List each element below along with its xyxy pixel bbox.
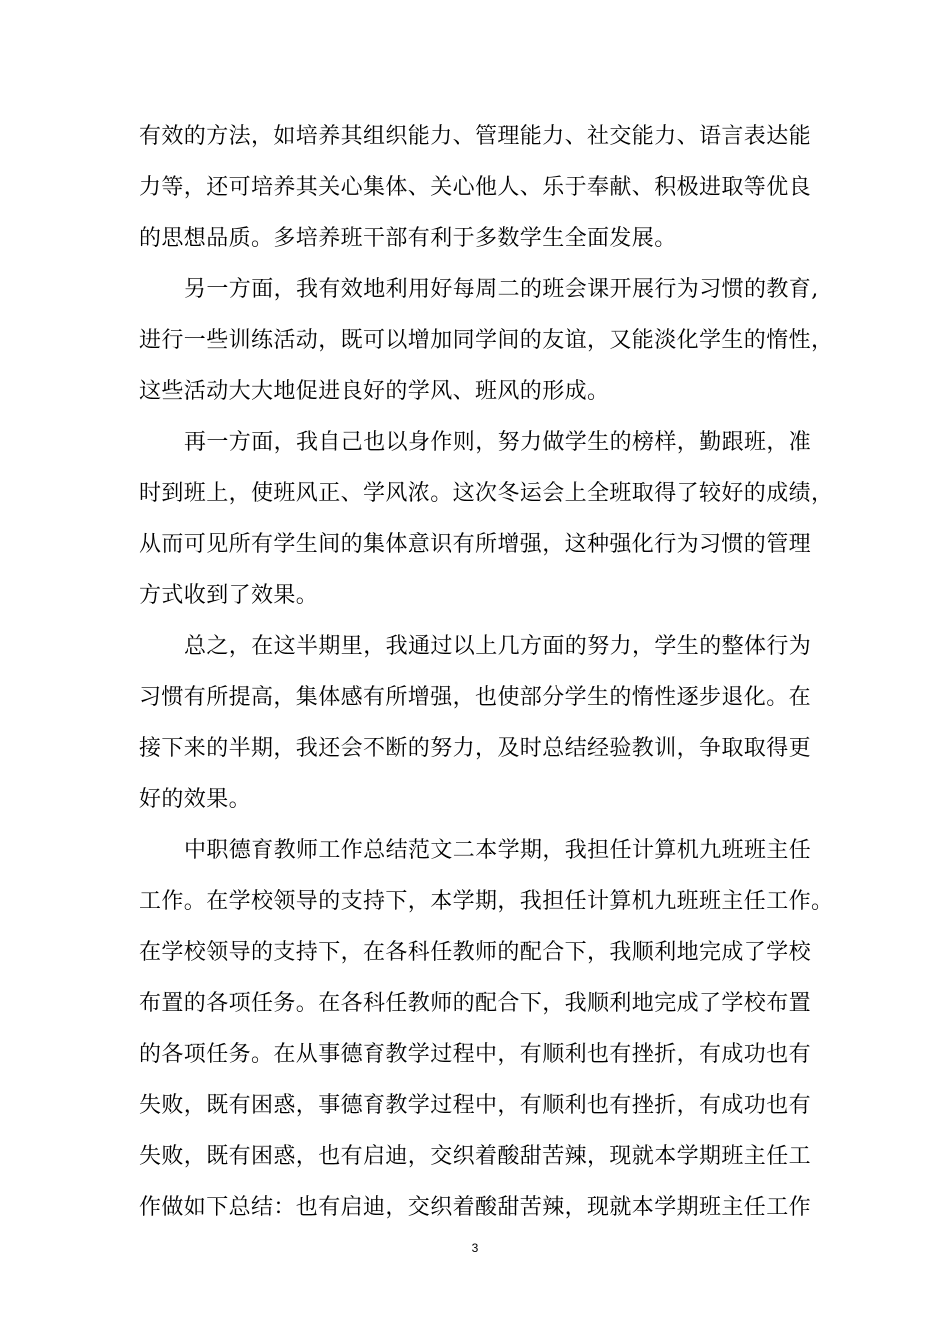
body-text-line: 的各项任务。在从事德育教学过程中，有顺利也有挫折，有成功也有 xyxy=(139,1042,812,1067)
body-text-line: 进行一些训练活动，既可以增加同学间的友谊，又能淡化学生的惰性， xyxy=(139,328,834,353)
body-text-line: 在学校领导的支持下，在各科任教师的配合下，我顺利地完成了学校 xyxy=(139,940,812,965)
page-number: 3 xyxy=(471,1241,479,1255)
body-text-line: 这些活动大大地促进良好的学风、班风的形成。 xyxy=(139,379,610,404)
body-text-line: 从而可见所有学生间的集体意识有所增强，这种强化行为习惯的管理 xyxy=(139,532,812,557)
body-text-line: 布置的各项任务。在各科任教师的配合下，我顺利地完成了学校布置 xyxy=(139,991,812,1016)
body-text-line: 习惯有所提高，集体感有所增强，也使部分学生的惰性逐步退化。在 xyxy=(139,685,812,710)
body-text-line: 工作。在学校领导的支持下，本学期，我担任计算机九班班主任工作。 xyxy=(139,889,834,914)
paragraph-first-line: 另一方面，我有效地利用好每周二的班会课开展行为习惯的教育, xyxy=(184,277,819,302)
body-text-line: 时到班上，使班风正、学风浓。这次冬运会上全班取得了较好的成绩， xyxy=(139,481,834,506)
body-text-line: 接下来的半期，我还会不断的努力，及时总结经验教训，争取取得更 xyxy=(139,736,812,761)
body-text-line: 方式收到了效果。 xyxy=(139,583,319,608)
body-text-line: 作做如下总结：也有启迪，交织着酸甜苦辣，现就本学期班主任工作 xyxy=(139,1195,812,1220)
body-text-line: 力等，还可培养其关心集体、关心他人、乐于奉献、积极进取等优良 xyxy=(139,175,812,200)
paragraph-first-line: 中职德育教师工作总结范文二本学期，我担任计算机九班班主任 xyxy=(184,838,812,863)
body-text-line: 失败，既有困惑，事德育教学过程中，有顺利也有挫折，有成功也有 xyxy=(139,1093,812,1118)
body-text-line: 失败，既有困惑，也有启迪，交织着酸甜苦辣，现就本学期班主任工 xyxy=(139,1144,812,1169)
paragraph-first-line: 再一方面，我自己也以身作则，努力做学生的榜样，勤跟班，准 xyxy=(184,430,812,455)
paragraph-first-line: 总之，在这半期里，我通过以上几方面的努力，学生的整体行为 xyxy=(184,634,812,659)
body-text-line: 的思想品质。多培养班干部有利于多数学生全面发展。 xyxy=(139,226,677,251)
body-text-line: 好的效果。 xyxy=(139,787,252,812)
body-text-line: 有效的方法，如培养其组织能力、管理能力、社交能力、语言表达能 xyxy=(139,124,812,149)
